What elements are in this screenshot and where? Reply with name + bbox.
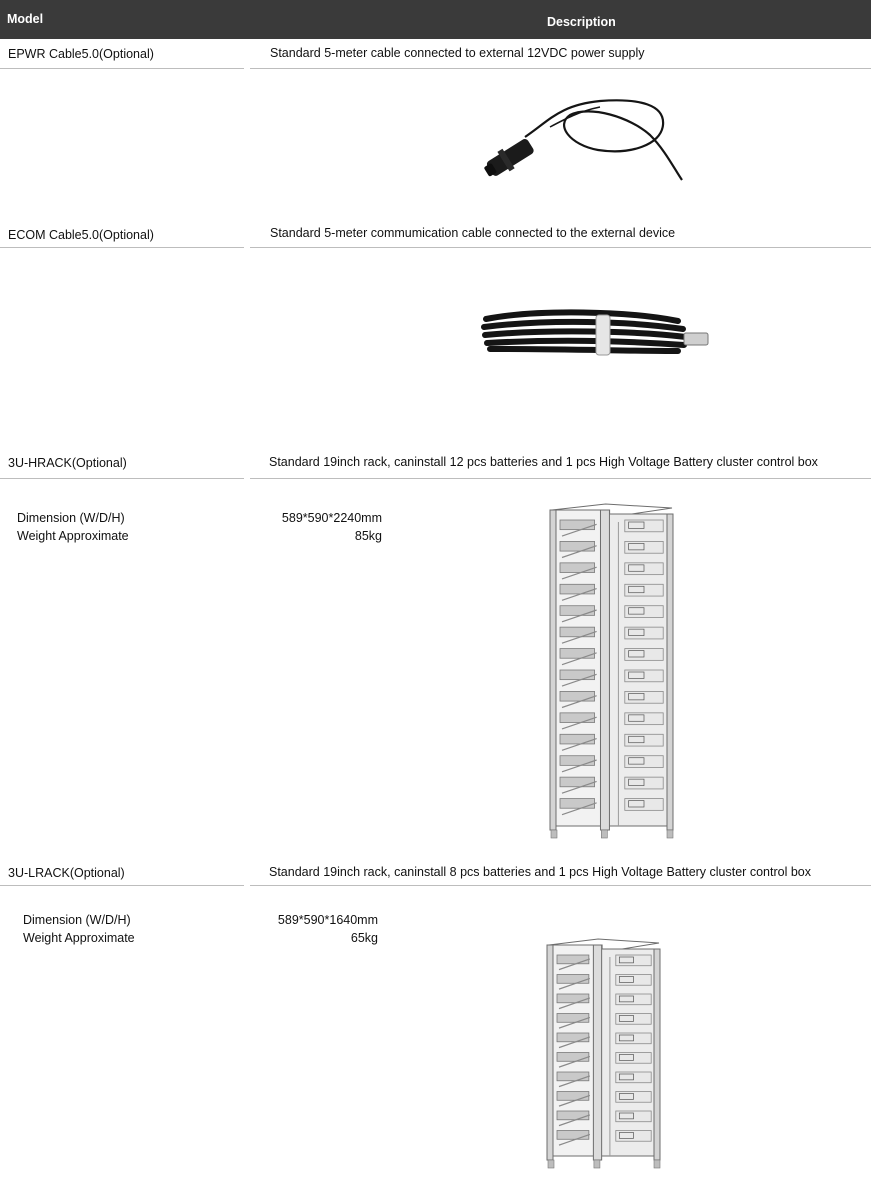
- model-epwr-cable: EPWR Cable5.0(Optional): [8, 47, 154, 61]
- description-3u-lrack: Standard 19inch rack, caninstall 8 pcs batteries and 1 pcs High Voltage Battery cluster control box: [269, 865, 811, 879]
- row-divider: [0, 247, 244, 248]
- tall-rack-image: [548, 500, 676, 840]
- weight-value: 65kg: [350, 931, 378, 945]
- dimension-value: 589*590*1640mm: [277, 913, 378, 927]
- description-ecom-cable: Standard 5-meter commumication cable connected to the external device: [270, 226, 676, 240]
- short-rack-image: [545, 935, 663, 1170]
- row-divider: [250, 247, 871, 248]
- description-epwr-cable: Standard 5-meter cable connected to external 12VDC power supply: [270, 46, 645, 60]
- row-divider: [250, 478, 871, 479]
- dimension-value: 589*590*2240mm: [281, 511, 382, 525]
- model-ecom-cable: ECOM Cable5.0(Optional): [8, 228, 154, 242]
- table-header: [0, 0, 871, 39]
- weight-label: Weight Approximate: [17, 529, 129, 543]
- model-3u-hrack: 3U-HRACK(Optional): [8, 456, 127, 470]
- communication-cable-image: [478, 305, 718, 360]
- description-column-header: Description: [547, 15, 616, 29]
- description-3u-hrack: Standard 19inch rack, caninstall 12 pcs batteries and 1 pcs High Voltage Battery cluster control box: [269, 455, 818, 469]
- dimension-label: Dimension (W/D/H): [17, 511, 125, 525]
- row-divider: [250, 68, 871, 69]
- weight-label: Weight Approximate: [23, 931, 135, 945]
- row-divider: [0, 885, 244, 886]
- model-column-header: Model: [7, 12, 44, 26]
- row-divider: [250, 885, 871, 886]
- row-divider: [0, 478, 244, 479]
- dimension-label: Dimension (W/D/H): [23, 913, 131, 927]
- weight-value: 85kg: [354, 529, 382, 543]
- row-divider: [0, 68, 244, 69]
- power-cable-image: [480, 95, 690, 185]
- model-3u-lrack: 3U-LRACK(Optional): [8, 866, 125, 880]
